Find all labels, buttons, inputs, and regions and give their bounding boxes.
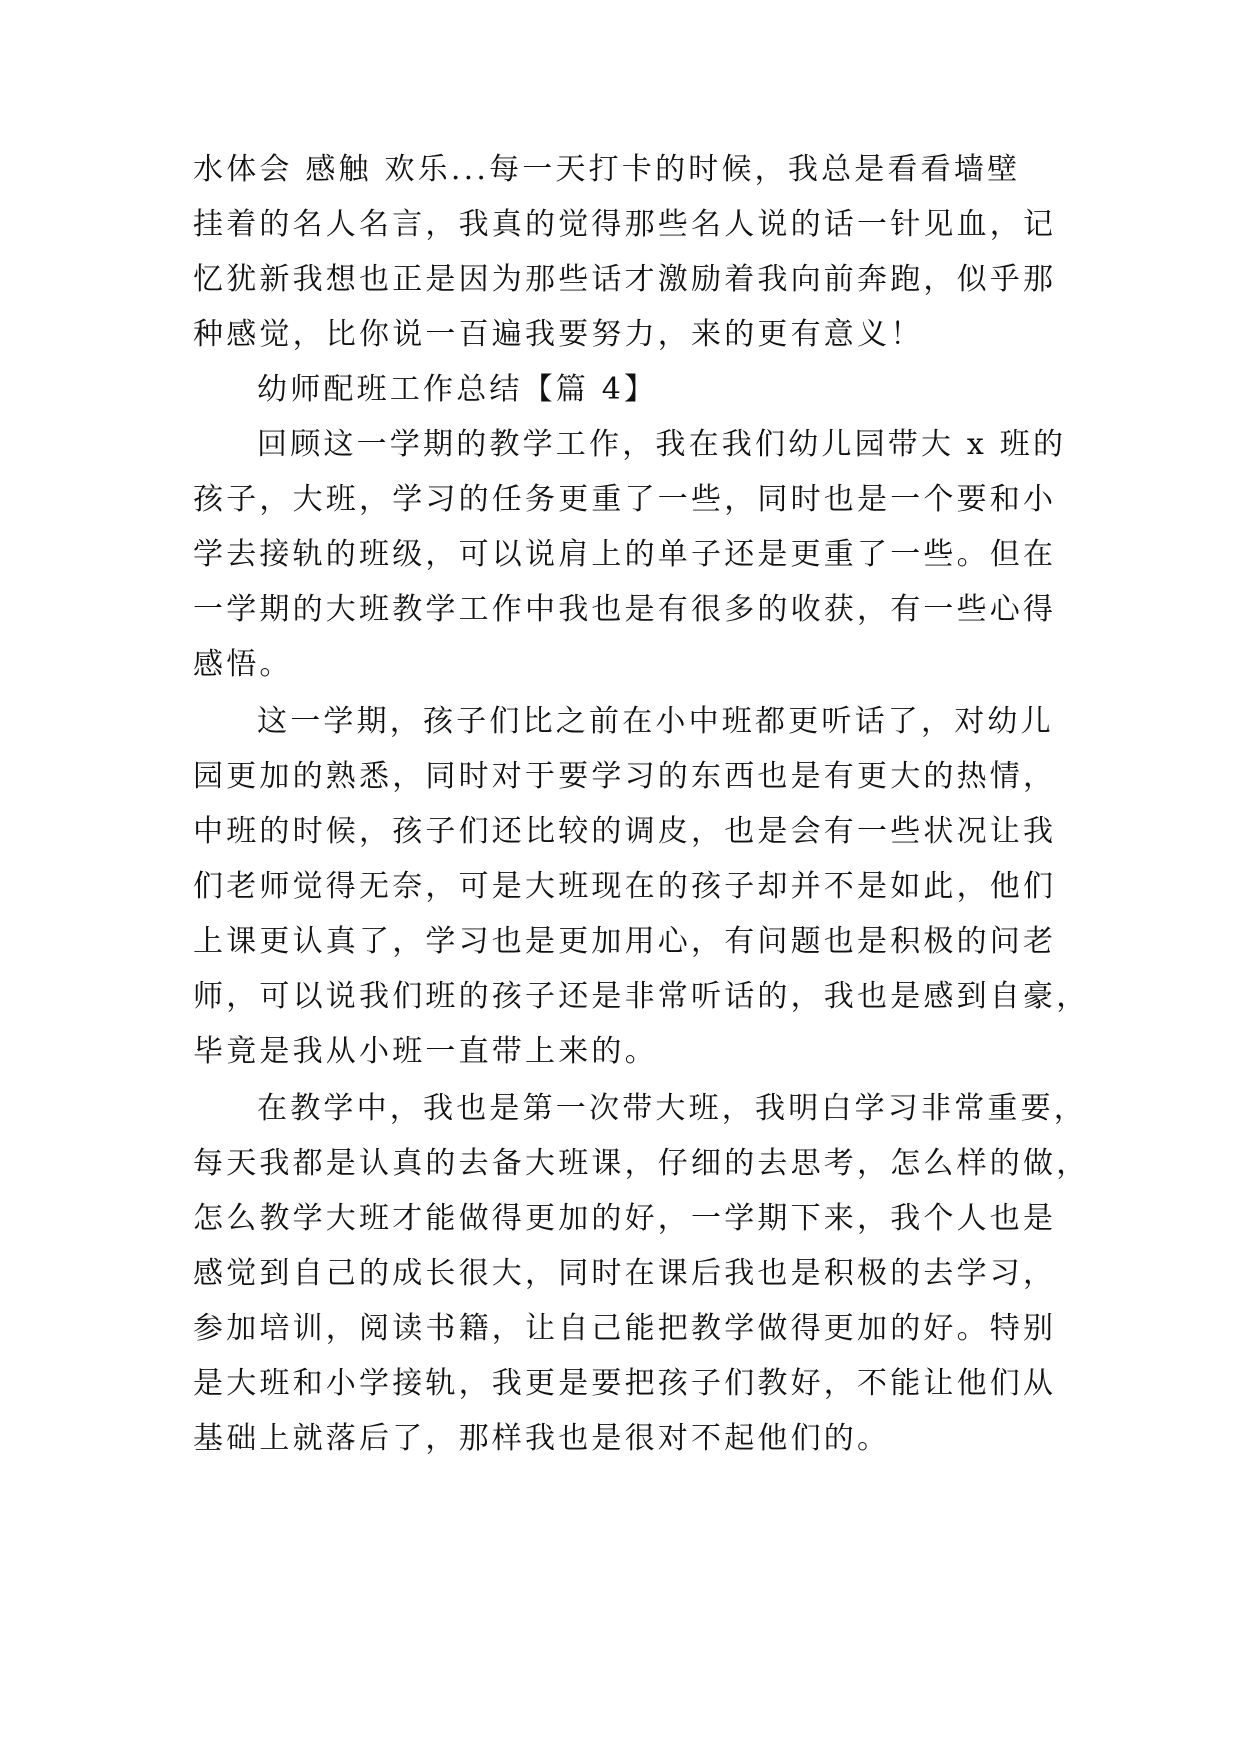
- text-line: 这一学期，孩子们比之前在小中班都更听话了，对幼儿: [257, 704, 1054, 739]
- text-line: 每天我都是认真的去备大班课，仔细的去思考，怎么样的做，: [193, 1146, 1090, 1181]
- text-line: 基础上就落后了，那样我也是很对不起他们的。: [193, 1421, 891, 1456]
- text-line: 参加培训，阅读书籍，让自己能把教学做得更加的好。特别: [193, 1311, 1057, 1346]
- text-line: 学去接轨的班级，可以说肩上的单子还是更重了一些。但在: [193, 537, 1057, 572]
- text-line: 忆犹新我想也正是因为那些话才激励着我向前奔跑，似乎那: [193, 262, 1057, 297]
- text-line: 在教学中，我也是第一次带大班，我明白学习非常重要，: [257, 1091, 1087, 1126]
- text-line: 师，可以说我们班的孩子还是非常听话的，我也是感到自豪，: [193, 979, 1090, 1014]
- text-line: 孩子，大班，学习的任务更重了一些，同时也是一个要和小: [193, 482, 1057, 517]
- text-line: 种感觉，比你说一百遍我要努力，来的更有意义！: [193, 317, 924, 352]
- text-line: 毕竟是我从小班一直带上来的。: [193, 1034, 658, 1069]
- text-line: 一学期的大班教学工作中我也是有很多的收获，有一些心得: [193, 592, 1057, 627]
- text-line: 感悟。: [193, 647, 293, 682]
- text-line: 水体会 感触 欢乐...每一天打卡的时候，我总是看看墙壁: [193, 152, 1021, 187]
- text-line: 怎么教学大班才能做得更加的好，一学期下来，我个人也是: [193, 1201, 1057, 1236]
- text-line: 园更加的熟悉，同时对于要学习的东西也是有更大的热情，: [193, 759, 1057, 794]
- text-line: 上课更认真了，学习也是更加用心，有问题也是积极的问老: [193, 924, 1057, 959]
- text-line: 是大班和小学接轨，我更是要把孩子们教好，不能让他们从: [193, 1366, 1057, 1401]
- text-line: 挂着的名人名言，我真的觉得那些名人说的话一针见血，记: [193, 207, 1057, 242]
- section-heading: 幼师配班工作总结【篇 4】: [257, 372, 658, 407]
- text-line: 回顾这一学期的教学工作，我在我们幼儿园带大 x 班的: [257, 427, 1067, 462]
- text-line: 感觉到自己的成长很大，同时在课后我也是积极的去学习，: [193, 1256, 1057, 1291]
- text-line: 中班的时候，孩子们还比较的调皮，也是会有一些状况让我: [193, 814, 1057, 849]
- text-line: 们老师觉得无奈，可是大班现在的孩子却并不是如此，他们: [193, 869, 1057, 904]
